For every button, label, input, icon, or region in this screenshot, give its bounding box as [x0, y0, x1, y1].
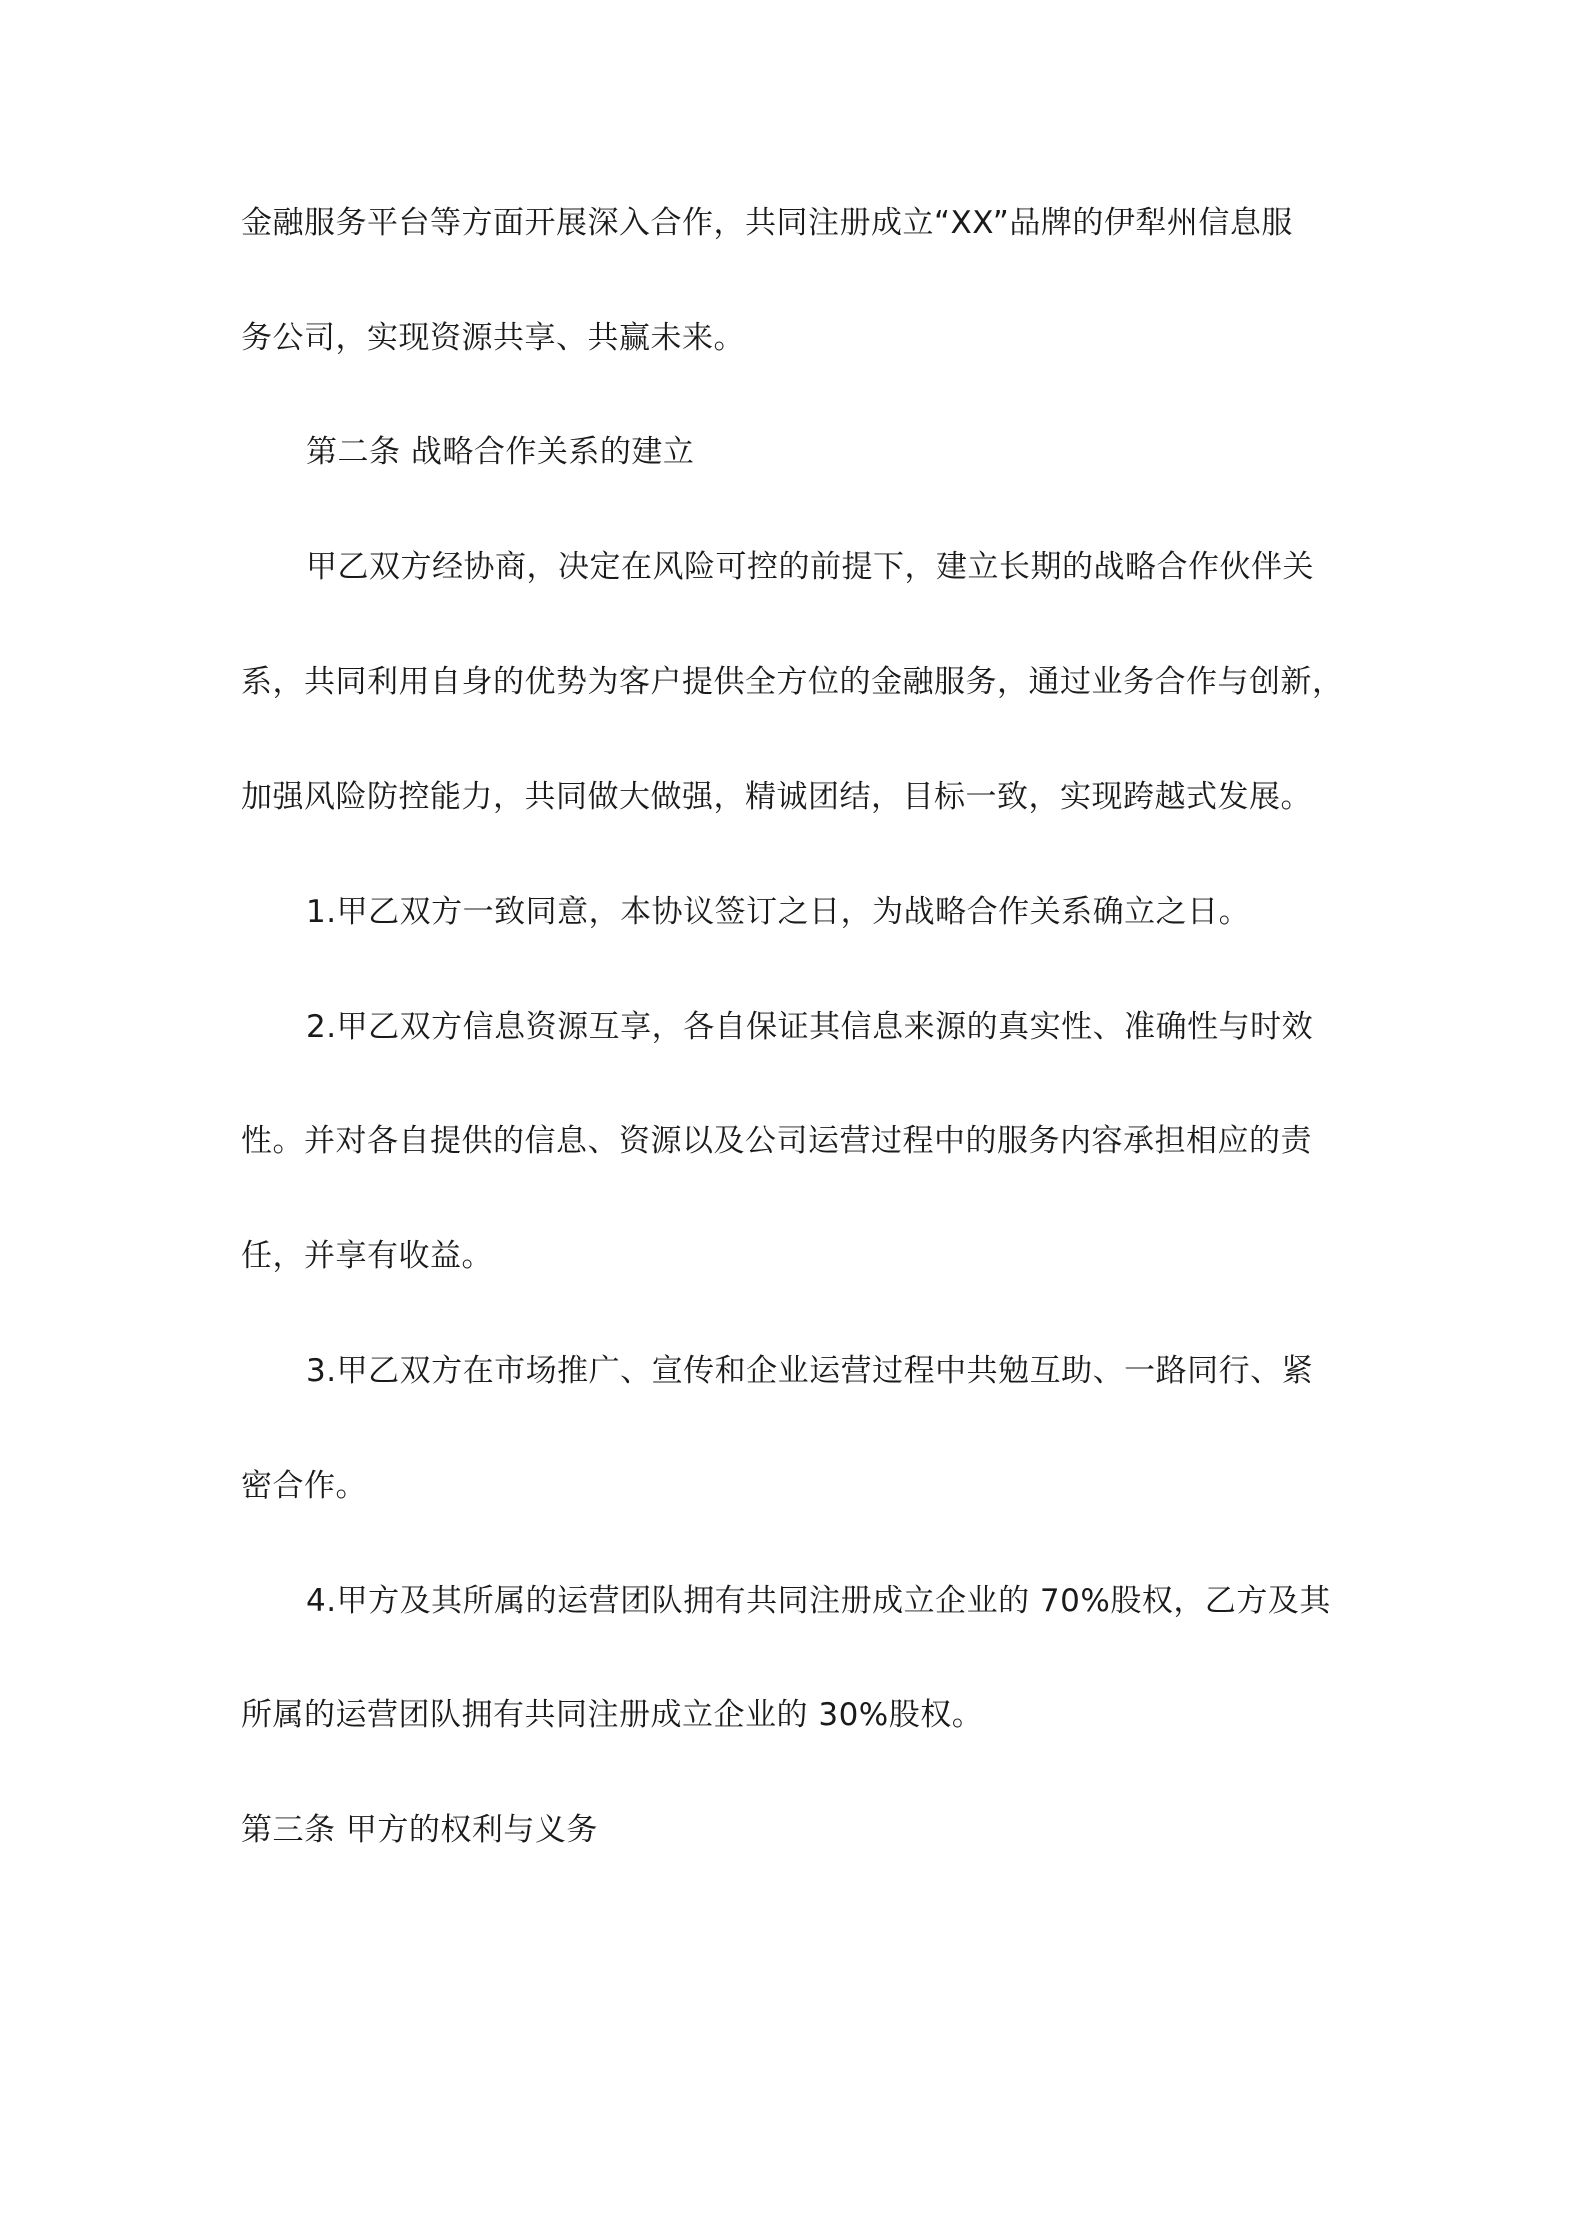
clause-4-line-2: 所属的运营团队拥有共同注册成立企业的 30%股权。 [241, 1697, 984, 1733]
paragraph-2-line-2: 系，共同利用自身的优势为客户提供全方位的金融服务，通过业务合作与创新， [241, 664, 1344, 700]
clause-2-line-1: 2.甲乙双方信息资源互享，各自保证其信息来源的真实性、准确性与时效 [306, 1009, 1314, 1045]
article-3-heading: 第三条 甲方的权利与义务 [241, 1812, 598, 1848]
clause-3-line-2: 密合作。 [241, 1468, 367, 1504]
clause-1: 1.甲乙双方一致同意，本协议签订之日，为战略合作关系确立之日。 [306, 894, 1251, 930]
paragraph-2-line-1: 甲乙双方经协商，决定在风险可控的前提下，建立长期的战略合作伙伴关 [306, 549, 1314, 585]
paragraph-2-line-3: 加强风险防控能力，共同做大做强，精诚团结，目标一致，实现跨越式发展。 [241, 779, 1312, 815]
clause-3-line-1: 3.甲乙双方在市场推广、宣传和企业运营过程中共勉互助、一路同行、紧 [306, 1353, 1314, 1389]
article-2-heading: 第二条 战略合作关系的建立 [306, 434, 695, 470]
paragraph-1-line-2: 务公司，实现资源共享、共赢未来。 [241, 320, 745, 356]
paragraph-1-line-1: 金融服务平台等方面开展深入合作，共同注册成立“XX”品牌的伊犁州信息服 [241, 205, 1293, 241]
clause-2-line-2: 性。并对各自提供的信息、资源以及公司运营过程中的服务内容承担相应的责 [241, 1123, 1312, 1159]
clause-2-line-3: 任，并享有收益。 [241, 1238, 493, 1274]
clause-4-line-1: 4.甲方及其所属的运营团队拥有共同注册成立企业的 70%股权，乙方及其 [306, 1583, 1331, 1619]
